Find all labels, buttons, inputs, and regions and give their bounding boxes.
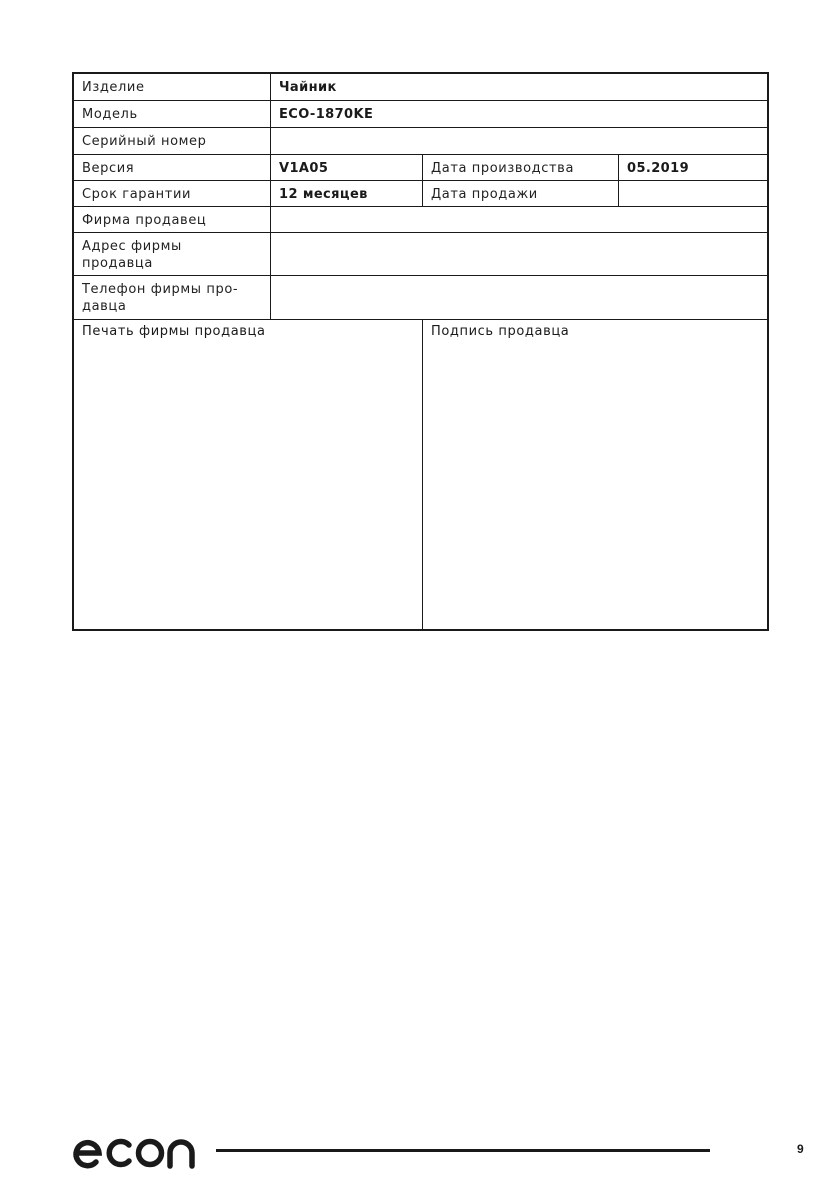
row-warranty	[74, 181, 767, 207]
version-label: Версия	[82, 161, 135, 176]
seller-address-label	[74, 233, 270, 275]
production-date-label: Дата производства	[422, 155, 618, 180]
seller-phone-value[interactable]	[270, 276, 767, 319]
warranty-label: Срок гарантии	[82, 187, 192, 202]
model-value: ECO-1870KE	[270, 101, 767, 127]
stamp-area[interactable]	[74, 320, 422, 629]
product-label: Изделие	[82, 80, 145, 95]
version-value: V1A05	[270, 155, 422, 180]
footer-divider	[216, 1149, 710, 1152]
seller-label: Фирма продавец	[82, 213, 207, 228]
econ-logo	[72, 1126, 202, 1174]
page-number: 9	[797, 1142, 804, 1156]
seller-address-label-line1: Адрес фирмы	[82, 239, 182, 254]
sale-date-value[interactable]	[618, 181, 767, 206]
seller-address-value[interactable]	[270, 233, 767, 275]
seller-phone-label-line2: давца	[82, 299, 127, 314]
row-product	[74, 74, 767, 101]
product-value: Чайник	[270, 74, 767, 100]
serial-label: Серийный номер	[82, 134, 207, 149]
stamp-label: Печать фирмы продавца	[82, 324, 266, 339]
row-serial	[74, 128, 767, 155]
row-stamp-signature	[74, 320, 767, 629]
seller-address-label-line2: продавца	[82, 256, 153, 271]
row-version	[74, 155, 767, 181]
model-label: Модель	[82, 107, 138, 122]
warranty-value: 12 месяцев	[270, 181, 422, 206]
seller-value[interactable]	[270, 207, 767, 232]
row-seller	[74, 207, 767, 233]
warranty-card-form	[72, 72, 769, 631]
signature-area[interactable]	[422, 320, 767, 629]
sale-date-label: Дата продажи	[422, 181, 618, 206]
serial-value[interactable]	[270, 128, 767, 154]
seller-phone-label-line1: Телефон фирмы про-	[82, 282, 239, 297]
production-date-value: 05.2019	[618, 155, 767, 180]
row-seller-address	[74, 233, 767, 276]
row-seller-phone	[74, 276, 767, 320]
row-model	[74, 101, 767, 128]
signature-label: Подпись продавца	[431, 324, 570, 339]
seller-phone-label	[74, 276, 270, 319]
